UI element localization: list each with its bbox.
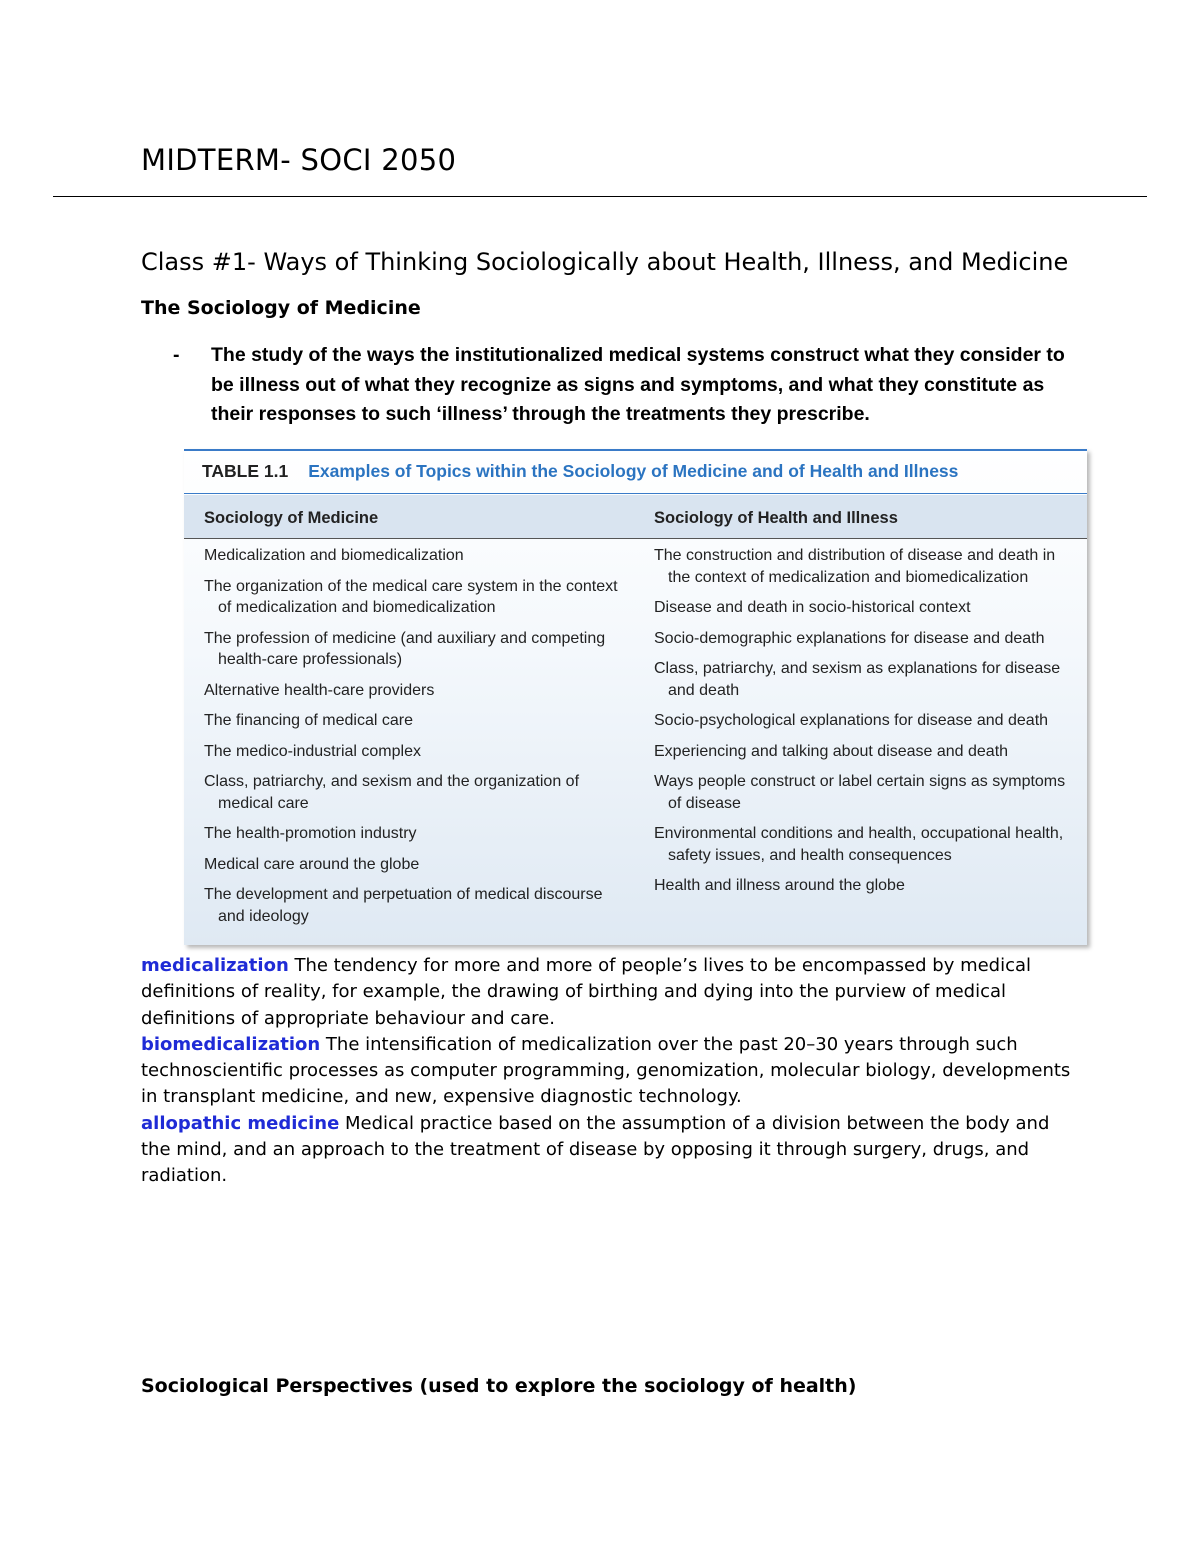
left-column-header: Sociology of Medicine	[204, 509, 379, 527]
table-label: TABLE 1.1	[202, 461, 289, 481]
table-cell: Disease and death in socio-historical context	[654, 599, 971, 616]
table-cell: The medico-industrial complex	[204, 742, 421, 760]
document-title: MIDTERM- SOCI 2050	[141, 143, 457, 177]
perspectives-heading: Sociological Perspectives (used to explore the sociology of health)	[141, 1375, 857, 1397]
table-cell: Class, patriarchy, and sexism as explanations for disease and death	[654, 660, 1061, 699]
definition-text: The intensification of medicalization over the past 20–30 years through such technoscientific processes as computer programming, genomization, molecular biology, developments in transplant medicine, and new, expensive diagnostic technology.	[141, 1033, 1071, 1108]
table-cell: Ways people construct or label certain signs as symptoms of disease	[654, 773, 1066, 812]
right-column-list	[654, 545, 1079, 906]
bullet-marker: -	[173, 344, 180, 366]
caption-divider	[184, 493, 1087, 494]
table-caption	[202, 461, 958, 482]
definition-biomedicalization	[141, 1032, 1071, 1111]
definition-term: allopathic medicine	[141, 1112, 340, 1134]
right-column-header: Sociology of Health and Illness	[654, 509, 898, 527]
definition-term: biomedicalization	[141, 1033, 321, 1055]
table-title: Examples of Topics within the Sociology of Medicine and of Health and Illness	[308, 461, 959, 481]
definition-text: The tendency for more and more of people’s lives to be encompassed by medical definitions of reality, for example, the drawing of birthing and dying into the purview of medical definitions of appropriate behaviour and care.	[141, 955, 1032, 1029]
table-cell: Environmental conditions and health, occupational health, safety issues, and health consequences	[654, 825, 1064, 864]
definition-allopathic-medicine	[141, 1111, 1071, 1190]
definition-text: Medical practice based on the assumption of a division between the body and the mind, and an approach to the treatment of disease by opposing it through surgery, drugs, and radiation.	[141, 1112, 1050, 1187]
table-cell: Experiencing and talking about disease and death	[654, 742, 1009, 760]
bullet-item	[141, 341, 1071, 430]
table-cell: Alternative health-care providers	[204, 681, 435, 699]
topics-table	[184, 449, 1087, 945]
class-heading: Class #1- Ways of Thinking Sociologically about Health, Illness, and Medicine	[141, 248, 1069, 276]
table-cell: The financing of medical care	[204, 712, 413, 729]
definitions	[141, 953, 1071, 1190]
definition-term: medicalization	[141, 955, 289, 976]
section-heading: The Sociology of Medicine	[141, 297, 421, 319]
definition-medicalization	[141, 953, 1071, 1032]
table-cell: The organization of the medical care system in the context of medicalization and biomedicalization	[204, 577, 618, 616]
table-cell: Socio-demographic explanations for disease and death	[654, 629, 1045, 647]
header-divider	[184, 538, 1087, 539]
table-cell: The profession of medicine (and auxiliary and competing health-care professionals)	[204, 629, 606, 668]
table-cell: Class, patriarchy, and sexism and the organization of medical care	[204, 773, 580, 812]
table-cell: The health-promotion industry	[204, 825, 417, 842]
table-cell: Medicalization and biomedicalization	[204, 547, 464, 564]
table-cell: Medical care around the globe	[204, 855, 420, 873]
table-cell: Socio-psychological explanations for disease and death	[654, 712, 1049, 729]
table-cell: The development and perpetuation of medical discourse and ideology	[204, 886, 603, 925]
left-column-list	[204, 545, 619, 936]
table-cell: The construction and distribution of disease and death in the context of medicalization and biomedicalization	[654, 547, 1056, 586]
table-cell: Health and illness around the globe	[654, 877, 905, 894]
title-divider	[53, 196, 1147, 197]
bullet-text: The study of the ways the institutionalized medical systems construct what they consider to be illness out of what they recognize as signs and symptoms, and what they constitute as their responses to such ‘illness’ through the treatments they prescribe.	[211, 344, 1065, 425]
